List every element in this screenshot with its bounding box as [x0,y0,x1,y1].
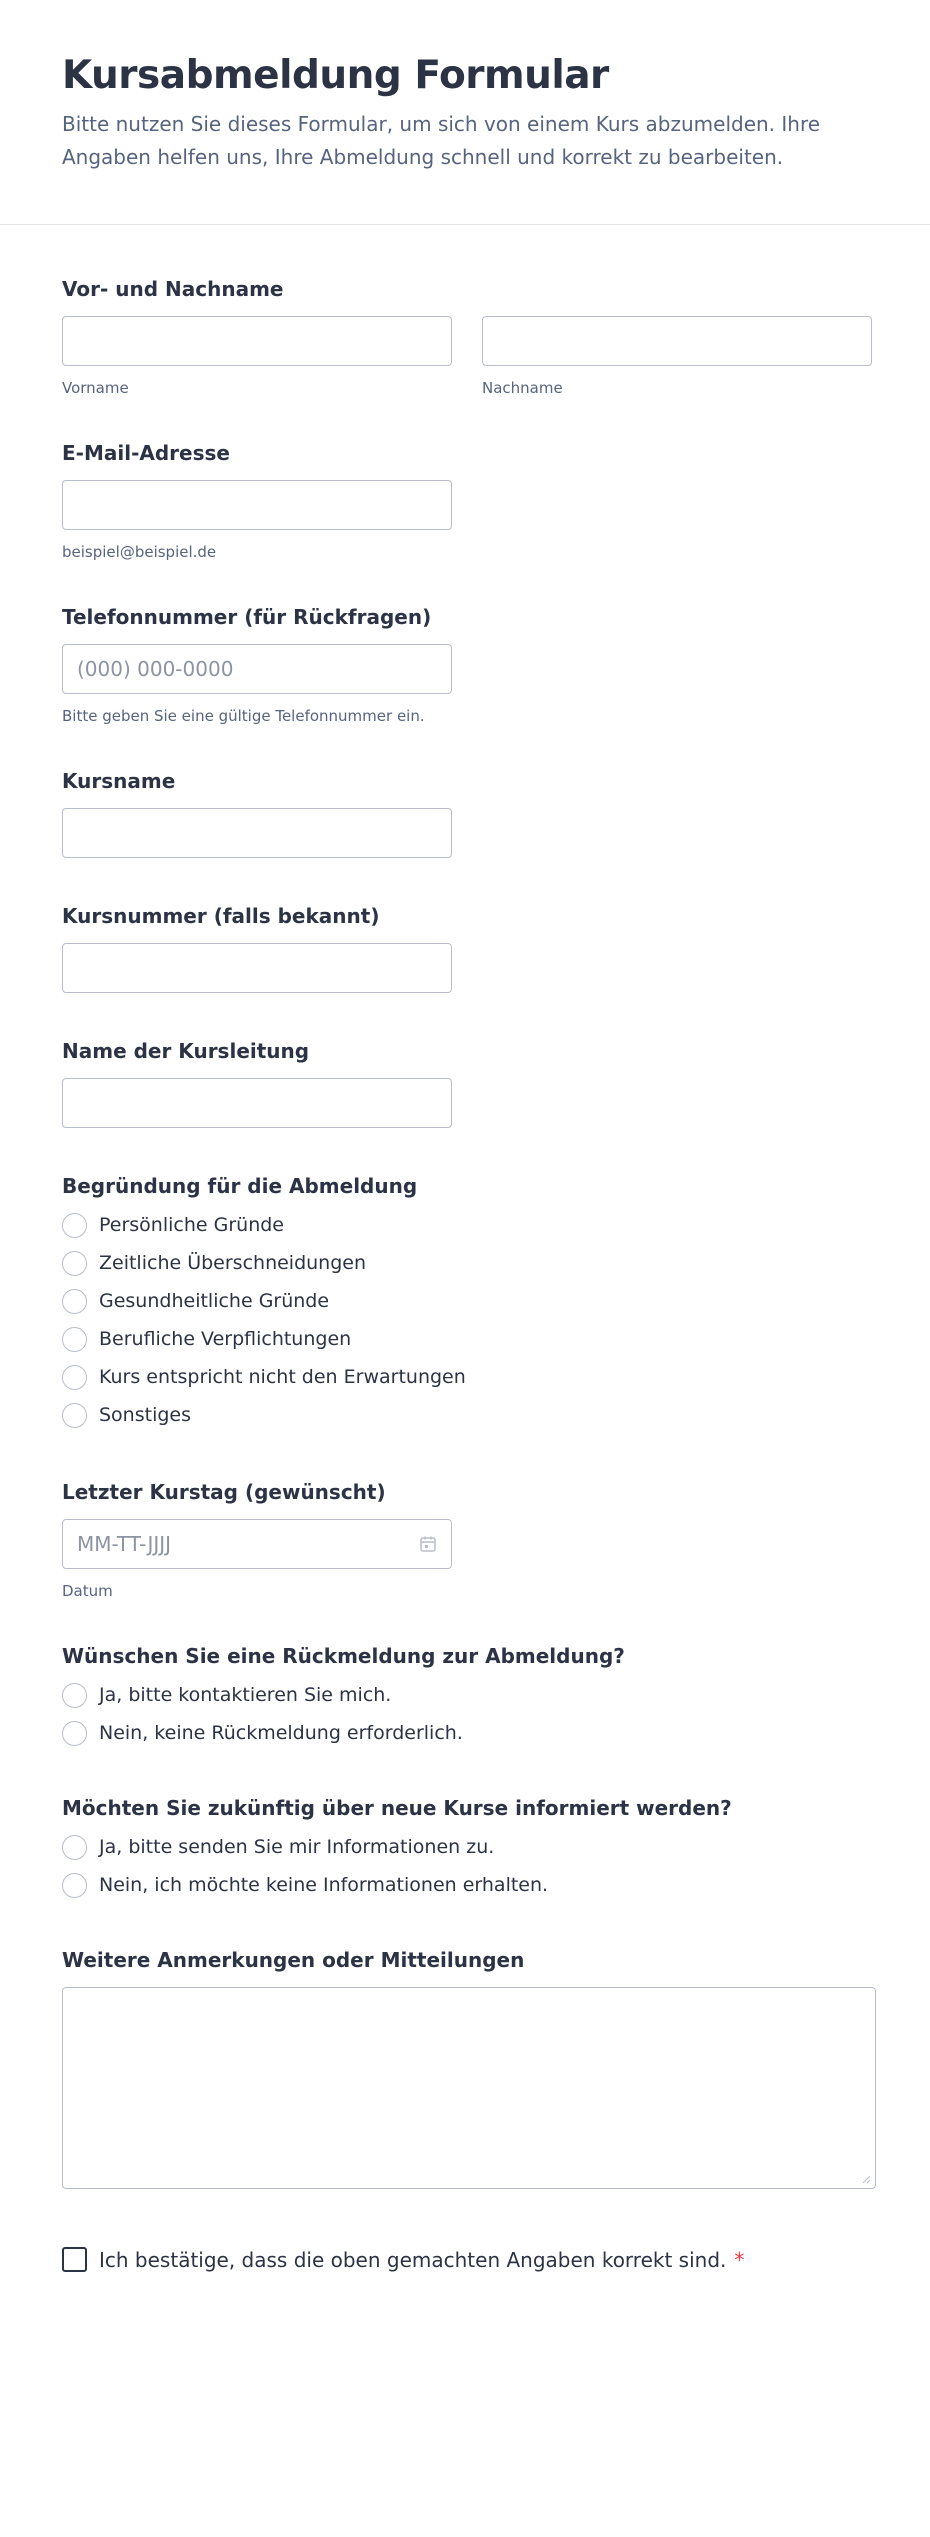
reason-option[interactable] [62,1396,868,1434]
phone-label: Telefonnummer (für Rückfragen) [62,605,432,629]
calendar-icon[interactable] [419,1535,437,1553]
reason-option[interactable] [62,1206,868,1244]
feedback-options [62,1676,868,1752]
required-asterisk: * [734,2247,745,2272]
newsletter-label: Möchten Sie zukünftig über neue Kurse informiert werden? [62,1796,732,1820]
date-placeholder: MM-TT-JJJJ [77,1532,172,1556]
feedback-option[interactable] [62,1714,868,1752]
radio-button[interactable] [62,1403,87,1428]
form-header [0,0,930,225]
reason-label: Begründung für die Abmeldung [62,1174,418,1198]
feedback-field [62,1642,868,1752]
last-name-sublabel: Nachname [482,379,563,397]
newsletter-options [62,1828,868,1904]
resize-handle-icon[interactable] [861,2174,871,2184]
name-field [62,275,868,397]
course-name-field [62,767,868,858]
reason-option[interactable] [62,1244,868,1282]
radio-button[interactable] [62,1683,87,1708]
email-sublabel: beispiel@beispiel.de [62,543,217,561]
name-label: Vor- und Nachname [62,277,284,301]
last-name-input[interactable] [482,316,872,366]
first-name-input[interactable] [62,316,452,366]
newsletter-option[interactable] [62,1866,868,1904]
confirm-field [62,2247,868,2272]
reason-option-label: Kurs entspricht nicht den Erwartungen [99,1366,466,1388]
newsletter-option[interactable] [62,1828,868,1866]
notes-label: Weitere Anmerkungen oder Mitteilungen [62,1948,525,1972]
newsletter-option-label: Nein, ich möchte keine Informationen erhalten. [99,1874,549,1896]
newsletter-field [62,1794,868,1904]
radio-button[interactable] [62,1365,87,1390]
reason-option[interactable] [62,1282,868,1320]
phone-sublabel: Bitte geben Sie eine gültige Telefonnummer ein. [62,707,425,725]
instructor-input[interactable] [62,1078,452,1128]
confirm-label: Ich bestätige, dass die oben gemachten Angaben korrekt sind. [99,2247,727,2272]
last-day-label: Letzter Kurstag (gewünscht) [62,1480,386,1504]
course-number-label: Kursnummer (falls bekannt) [62,904,380,928]
phone-placeholder: (000) 000-0000 [77,657,234,681]
date-input[interactable] [62,1519,452,1569]
reason-option-label: Persönliche Gründe [99,1214,284,1236]
reason-option-label: Berufliche Verpflichtungen [99,1328,352,1350]
email-label: E-Mail-Adresse [62,441,230,465]
feedback-option-label: Ja, bitte kontaktieren Sie mich. [99,1684,392,1706]
radio-button[interactable] [62,1835,87,1860]
date-sublabel: Datum [62,1582,113,1600]
reason-option-label: Sonstiges [99,1404,192,1426]
last-day-field [62,1478,868,1600]
reason-options [62,1206,868,1434]
reason-option-label: Gesundheitliche Gründe [99,1290,330,1312]
instructor-field [62,1037,868,1128]
page-subtitle: Bitte nutzen Sie dieses Formular, um sich von einem Kurs abzumelden. Ihre Angaben helfen uns, Ihre Abmeldung schnell und korrekt zu bearbeiten. [62,112,821,169]
confirm-checkbox[interactable] [62,2247,87,2272]
reason-option-label: Zeitliche Überschneidungen [99,1252,367,1274]
course-name-label: Kursname [62,769,176,793]
feedback-label: Wünschen Sie eine Rückmeldung zur Abmeldung? [62,1644,625,1668]
form-body [0,275,930,2272]
feedback-option-label: Nein, keine Rückmeldung erforderlich. [99,1722,463,1744]
radio-button[interactable] [62,1213,87,1238]
radio-button[interactable] [62,1721,87,1746]
reason-field [62,1172,868,1434]
newsletter-option-label: Ja, bitte senden Sie mir Informationen zu. [99,1836,495,1858]
instructor-label: Name der Kursleitung [62,1039,310,1063]
radio-button[interactable] [62,1327,87,1352]
course-number-input[interactable] [62,943,452,993]
email-input[interactable] [62,480,452,530]
course-name-input[interactable] [62,808,452,858]
page-title: Kursabmeldung Formular [62,53,609,98]
phone-field [62,603,868,725]
reason-option[interactable] [62,1320,868,1358]
radio-button[interactable] [62,1289,87,1314]
first-name-sublabel: Vorname [62,379,129,397]
radio-button[interactable] [62,1251,87,1276]
email-field [62,439,868,561]
radio-button[interactable] [62,1873,87,1898]
course-number-field [62,902,868,993]
notes-field [62,1946,868,2189]
reason-option[interactable] [62,1358,868,1396]
phone-input[interactable] [62,644,452,694]
notes-textarea[interactable] [62,1987,876,2189]
feedback-option[interactable] [62,1676,868,1714]
